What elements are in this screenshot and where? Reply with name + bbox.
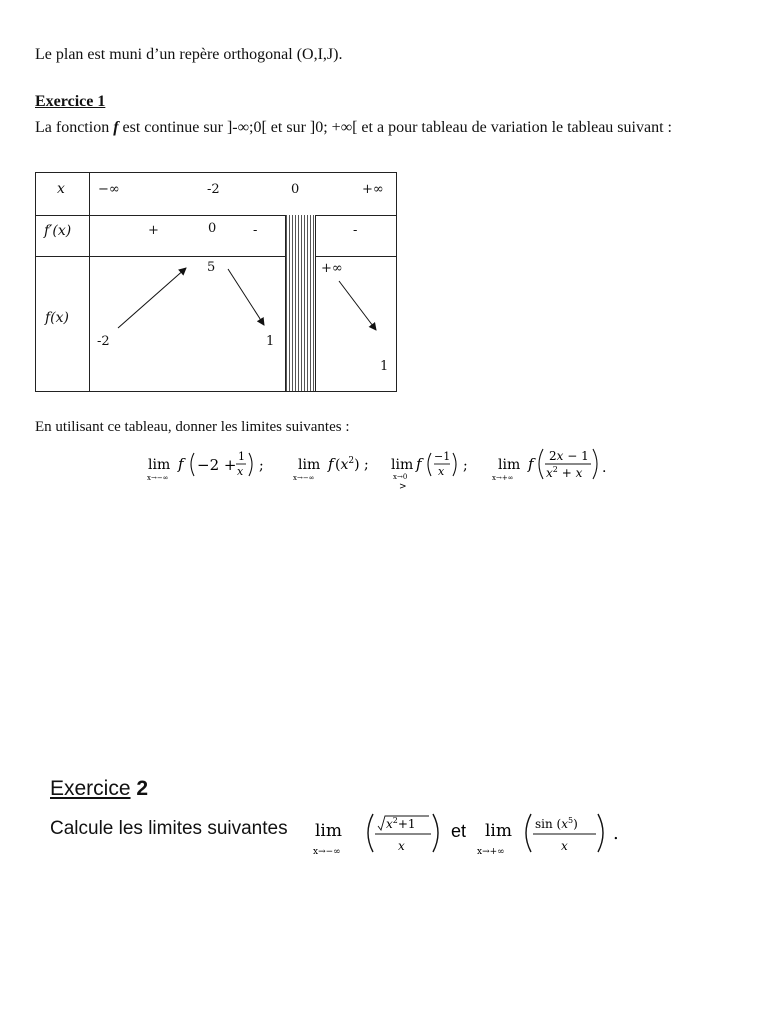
derivative-sign-minus: - bbox=[253, 223, 258, 238]
svg-text:>: > bbox=[399, 482, 407, 492]
increasing-arrow bbox=[118, 268, 186, 328]
svg-text:et: et bbox=[451, 821, 467, 841]
intro-text: Le plan est muni d’un repère orthogonal (O,I,J). bbox=[35, 46, 343, 63]
decreasing-arrow-left bbox=[228, 269, 264, 325]
svg-text:lim: lim bbox=[298, 457, 321, 473]
svg-text:.: . bbox=[602, 460, 607, 476]
x-value-minus-two: -2 bbox=[207, 182, 220, 197]
f-value-minus-two: -2 bbox=[97, 334, 110, 349]
svg-text:sin (x5): $\sin (x^5)$ bbox=[535, 816, 578, 831]
svg-text:x: x bbox=[438, 465, 445, 478]
exercise-1-title: Exercice 1 bbox=[35, 93, 106, 110]
row-label-f: f(x) bbox=[45, 310, 70, 326]
derivative-sign-plus: + bbox=[148, 223, 159, 238]
svg-text:lim: lim bbox=[498, 457, 521, 473]
svg-text:x→0: x→0 bbox=[393, 473, 408, 481]
statement-end: est continue sur ]-∞;0[ et sur ]0; +∞[ et a pour tableau de variation le tableau suivant : bbox=[122, 119, 672, 136]
svg-text:−1: −1 bbox=[434, 450, 451, 463]
svg-text:f: f bbox=[528, 455, 534, 473]
row-label-x: x bbox=[57, 181, 65, 197]
svg-text:x→+∞: x→+∞ bbox=[477, 847, 505, 857]
exercise-2-title-word: Exercice bbox=[50, 777, 131, 800]
exercise-1-question: En utilisant ce tableau, donner les limites suivantes : bbox=[35, 419, 350, 435]
svg-text:2x − 1: 2x − 1 bbox=[549, 449, 589, 463]
x-value-zero: 0 bbox=[291, 182, 300, 197]
row-label-derivative: f′(x) bbox=[44, 223, 72, 239]
svg-text:lim: lim bbox=[315, 821, 342, 841]
svg-text:1: 1 bbox=[238, 450, 245, 463]
derivative-sign-minus: - bbox=[353, 223, 358, 238]
exercise-2-title-number: 2 bbox=[136, 777, 149, 800]
exercise-2-limits-formula bbox=[305, 806, 625, 862]
exercise-1-limits-formula bbox=[145, 443, 625, 493]
svg-text:x: x bbox=[237, 465, 244, 478]
svg-text:x: x bbox=[561, 839, 568, 853]
exercise-2-statement: Calcule les limites suivantes bbox=[50, 818, 288, 839]
svg-text:lim: lim bbox=[485, 821, 512, 841]
exercise-2-title bbox=[50, 777, 148, 801]
svg-text:f: f bbox=[416, 455, 422, 473]
variation-table bbox=[35, 172, 397, 392]
f-value-one-right: 1 bbox=[380, 359, 389, 374]
f-value-one-left: 1 bbox=[266, 334, 275, 349]
svg-text:x2 + x: $x^2 + x$ bbox=[546, 465, 583, 480]
statement-start: La fonction bbox=[35, 119, 110, 136]
function-symbol: f bbox=[113, 119, 119, 136]
svg-text:x→−∞: x→−∞ bbox=[293, 474, 315, 482]
svg-text:x→−∞: x→−∞ bbox=[147, 474, 169, 482]
derivative-zero: 0 bbox=[208, 221, 217, 236]
svg-text:−2 +: −2 + bbox=[197, 456, 237, 474]
svg-text:lim: lim bbox=[148, 457, 171, 473]
svg-text:.: . bbox=[613, 823, 619, 844]
svg-text:f: f bbox=[328, 455, 334, 473]
svg-text:;: ; bbox=[463, 458, 468, 474]
svg-text:x→−∞: x→−∞ bbox=[313, 847, 341, 857]
variation-arrows bbox=[36, 173, 398, 393]
decreasing-arrow-right bbox=[339, 281, 376, 330]
exercise-1-statement bbox=[35, 117, 695, 139]
svg-text:x→+∞: x→+∞ bbox=[492, 474, 514, 482]
f-value-plus-infinity: +∞ bbox=[321, 261, 343, 276]
svg-text:x: x bbox=[398, 839, 405, 853]
f-value-max: 5 bbox=[207, 260, 216, 275]
x-value-plus-infinity: +∞ bbox=[362, 182, 384, 197]
svg-text:f: f bbox=[178, 455, 184, 473]
svg-text:x2+1: $x^2+1$ bbox=[386, 816, 416, 831]
svg-text:;: ; bbox=[259, 458, 264, 474]
svg-text:(x2) ;: $(x^2)$ ; bbox=[335, 456, 369, 473]
x-value-minus-infinity: −∞ bbox=[98, 182, 120, 197]
svg-text:lim: lim bbox=[391, 457, 414, 473]
